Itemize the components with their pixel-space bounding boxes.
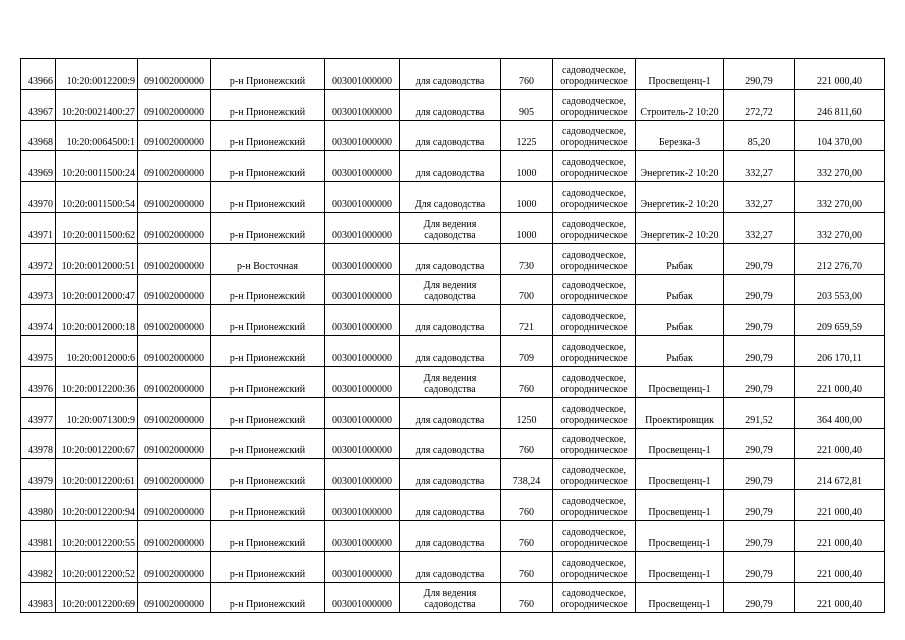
cell-cadastral-number: 10:20:0012000:6 bbox=[56, 336, 138, 367]
cell-unit-price: 290,79 bbox=[724, 520, 795, 551]
cell-area: 1000 bbox=[501, 212, 553, 243]
table-row bbox=[21, 182, 885, 213]
cell-category-line: огородническое bbox=[560, 506, 628, 518]
cell-unit-price: 290,79 bbox=[724, 59, 795, 90]
cell-snt-name: Энергетик-2 10:20 bbox=[636, 151, 724, 182]
cell-cadastral-value: 206 170,11 bbox=[795, 336, 885, 367]
cell-cadastral-number: 10:20:0012200:55 bbox=[56, 520, 138, 551]
cell-snt-name: Просвещенц-1 bbox=[636, 551, 724, 582]
cell-category-line: садоводческое, bbox=[561, 280, 627, 292]
cell-category bbox=[553, 428, 636, 459]
table-row bbox=[21, 243, 885, 274]
cell-category-line: садоводческое, bbox=[561, 557, 627, 569]
cell-permitted-use-line: для садоводства bbox=[415, 137, 485, 149]
cell-category bbox=[553, 520, 636, 551]
cell-category-line: садоводческое, bbox=[561, 372, 627, 384]
cell-snt-name: Просвещенц-1 bbox=[636, 428, 724, 459]
cell-cadastral-number: 10:20:0011500:24 bbox=[56, 151, 138, 182]
cell-permitted-use-line: садоводства bbox=[424, 229, 476, 241]
cell-permitted-use-line: Для ведения bbox=[423, 372, 477, 384]
cell-category-line: садоводческое, bbox=[561, 588, 627, 600]
cell-region: р-н Прионежский bbox=[211, 305, 325, 336]
cell-unit-price: 85,20 bbox=[724, 120, 795, 151]
table-row bbox=[21, 582, 885, 613]
cell-region: р-н Прионежский bbox=[211, 582, 325, 613]
cell-area: 905 bbox=[501, 89, 553, 120]
cell-code: 091002000000 bbox=[138, 459, 211, 490]
cell-permitted-use-line: Для садоводства bbox=[414, 198, 486, 210]
cell-code: 091002000000 bbox=[138, 582, 211, 613]
cell-permitted-use-line: для садоводства bbox=[415, 537, 485, 549]
cell-okato: 003001000000 bbox=[325, 59, 400, 90]
cell-unit-price: 272,72 bbox=[724, 89, 795, 120]
cell-region: р-н Прионежский bbox=[211, 89, 325, 120]
cell-cadastral-value: 221 000,40 bbox=[795, 582, 885, 613]
cell-cadastral-value: 214 672,81 bbox=[795, 459, 885, 490]
cell-number: 43977 bbox=[21, 397, 56, 428]
cell-permitted-use bbox=[400, 428, 501, 459]
cell-permitted-use-line: для садоводства bbox=[415, 168, 485, 180]
cell-code: 091002000000 bbox=[138, 243, 211, 274]
cell-permitted-use-line: для садоводства bbox=[415, 414, 485, 426]
cell-cadastral-number: 10:20:0012200:69 bbox=[56, 582, 138, 613]
cell-permitted-use bbox=[400, 582, 501, 613]
cell-region: р-н Прионежский bbox=[211, 336, 325, 367]
cell-category-line: огородническое bbox=[560, 229, 628, 241]
cell-number: 43975 bbox=[21, 336, 56, 367]
cell-number: 43981 bbox=[21, 520, 56, 551]
cell-category-line: огородническое bbox=[560, 537, 628, 549]
cell-region: р-н Прионежский bbox=[211, 490, 325, 521]
cell-permitted-use-line: для садоводства bbox=[415, 322, 485, 334]
cell-number: 43973 bbox=[21, 274, 56, 305]
cell-category bbox=[553, 89, 636, 120]
cell-region: р-н Прионежский bbox=[211, 212, 325, 243]
cell-category bbox=[553, 366, 636, 397]
cell-permitted-use-line: для садоводства bbox=[415, 75, 485, 87]
table-row bbox=[21, 305, 885, 336]
table-row bbox=[21, 428, 885, 459]
cell-okato: 003001000000 bbox=[325, 151, 400, 182]
cell-area: 760 bbox=[501, 428, 553, 459]
cell-category bbox=[553, 490, 636, 521]
cell-unit-price: 290,79 bbox=[724, 459, 795, 490]
cell-cadastral-number: 10:20:0021400:27 bbox=[56, 89, 138, 120]
cell-okato: 003001000000 bbox=[325, 336, 400, 367]
cell-permitted-use bbox=[400, 89, 501, 120]
cell-snt-name: Энергетик-2 10:20 bbox=[636, 182, 724, 213]
cell-unit-price: 291,52 bbox=[724, 397, 795, 428]
cell-category-line: садоводческое, bbox=[561, 95, 627, 107]
cell-permitted-use bbox=[400, 120, 501, 151]
cell-okato: 003001000000 bbox=[325, 366, 400, 397]
cell-code: 091002000000 bbox=[138, 490, 211, 521]
cell-category bbox=[553, 336, 636, 367]
cell-unit-price: 290,79 bbox=[724, 243, 795, 274]
cell-code: 091002000000 bbox=[138, 366, 211, 397]
cell-number: 43967 bbox=[21, 89, 56, 120]
cell-number: 43980 bbox=[21, 490, 56, 521]
cell-okato: 003001000000 bbox=[325, 212, 400, 243]
cell-cadastral-number: 10:20:0011500:62 bbox=[56, 212, 138, 243]
cell-snt-name: Проектировщик bbox=[636, 397, 724, 428]
cell-number: 43978 bbox=[21, 428, 56, 459]
cell-category-line: огородническое bbox=[560, 168, 628, 180]
cell-category bbox=[553, 243, 636, 274]
cell-region: р-н Прионежский bbox=[211, 151, 325, 182]
cell-number: 43972 bbox=[21, 243, 56, 274]
cell-category-line: огородническое bbox=[560, 352, 628, 364]
cell-permitted-use bbox=[400, 336, 501, 367]
cell-cadastral-value: 221 000,40 bbox=[795, 551, 885, 582]
cell-code: 091002000000 bbox=[138, 428, 211, 459]
cell-snt-name: Просвещенц-1 bbox=[636, 459, 724, 490]
cell-unit-price: 290,79 bbox=[724, 336, 795, 367]
cell-code: 091002000000 bbox=[138, 397, 211, 428]
cell-okato: 003001000000 bbox=[325, 490, 400, 521]
cell-permitted-use-line: для садоводства bbox=[415, 568, 485, 580]
cell-okato: 003001000000 bbox=[325, 305, 400, 336]
cell-area: 738,24 bbox=[501, 459, 553, 490]
cell-category-line: садоводческое, bbox=[561, 434, 627, 446]
cell-permitted-use-line: садоводства bbox=[424, 291, 476, 303]
cell-category-line: огородническое bbox=[560, 568, 628, 580]
cell-category-line: огородническое bbox=[560, 198, 628, 210]
cell-snt-name: Просвещенц-1 bbox=[636, 582, 724, 613]
cell-unit-price: 290,79 bbox=[724, 366, 795, 397]
cell-okato: 003001000000 bbox=[325, 120, 400, 151]
cell-permitted-use bbox=[400, 243, 501, 274]
cell-code: 091002000000 bbox=[138, 59, 211, 90]
cell-category bbox=[553, 459, 636, 490]
cell-cadastral-number: 10:20:0012000:51 bbox=[56, 243, 138, 274]
cell-permitted-use-line: Для ведения bbox=[423, 588, 477, 600]
cell-cadastral-number: 10:20:0012000:47 bbox=[56, 274, 138, 305]
cell-number: 43982 bbox=[21, 551, 56, 582]
cell-unit-price: 290,79 bbox=[724, 305, 795, 336]
cell-category-line: садоводческое, bbox=[561, 465, 627, 477]
table-row bbox=[21, 459, 885, 490]
cell-number: 43983 bbox=[21, 582, 56, 613]
cell-permitted-use-line: для садоводства bbox=[415, 260, 485, 272]
cell-cadastral-value: 332 270,00 bbox=[795, 182, 885, 213]
cell-permitted-use bbox=[400, 274, 501, 305]
cell-permitted-use bbox=[400, 182, 501, 213]
cell-code: 091002000000 bbox=[138, 89, 211, 120]
cell-permitted-use bbox=[400, 520, 501, 551]
table-row bbox=[21, 397, 885, 428]
cell-category-line: садоводческое, bbox=[561, 218, 627, 230]
cell-cadastral-value: 221 000,40 bbox=[795, 428, 885, 459]
cell-category-line: садоводческое, bbox=[561, 403, 627, 415]
cell-unit-price: 290,79 bbox=[724, 274, 795, 305]
cell-snt-name: Рыбак bbox=[636, 305, 724, 336]
cell-category-line: садоводческое, bbox=[561, 187, 627, 199]
cell-code: 091002000000 bbox=[138, 120, 211, 151]
cell-okato: 003001000000 bbox=[325, 243, 400, 274]
cell-number: 43968 bbox=[21, 120, 56, 151]
cell-cadastral-number: 10:20:0012200:61 bbox=[56, 459, 138, 490]
cell-okato: 003001000000 bbox=[325, 274, 400, 305]
cell-region: р-н Прионежский bbox=[211, 274, 325, 305]
cell-permitted-use-line: для садоводства bbox=[415, 476, 485, 488]
cell-area: 760 bbox=[501, 551, 553, 582]
cell-category-line: огородническое bbox=[560, 106, 628, 118]
cell-okato: 003001000000 bbox=[325, 397, 400, 428]
cell-category-line: садоводческое, bbox=[561, 495, 627, 507]
cell-cadastral-value: 246 811,60 bbox=[795, 89, 885, 120]
cell-area: 760 bbox=[501, 366, 553, 397]
cell-category-line: садоводческое, bbox=[561, 526, 627, 538]
cell-area: 760 bbox=[501, 59, 553, 90]
cell-region: р-н Прионежский bbox=[211, 120, 325, 151]
cell-area: 1225 bbox=[501, 120, 553, 151]
table-body bbox=[21, 59, 885, 613]
cell-category-line: садоводческое, bbox=[561, 249, 627, 261]
cell-permitted-use-line: для садоводства bbox=[415, 445, 485, 457]
cell-permitted-use bbox=[400, 212, 501, 243]
cell-unit-price: 290,79 bbox=[724, 490, 795, 521]
cell-area: 760 bbox=[501, 582, 553, 613]
cell-okato: 003001000000 bbox=[325, 428, 400, 459]
cell-region: р-н Прионежский bbox=[211, 182, 325, 213]
cell-snt-name: Березка-3 bbox=[636, 120, 724, 151]
cell-region: р-н Прионежский bbox=[211, 459, 325, 490]
cell-permitted-use-line: для садоводства bbox=[415, 506, 485, 518]
table-row bbox=[21, 366, 885, 397]
cell-area: 1250 bbox=[501, 397, 553, 428]
cell-code: 091002000000 bbox=[138, 151, 211, 182]
cell-category bbox=[553, 120, 636, 151]
cell-category-line: огородническое bbox=[560, 414, 628, 426]
cell-code: 091002000000 bbox=[138, 551, 211, 582]
cell-category bbox=[553, 274, 636, 305]
cell-cadastral-number: 10:20:0064500:1 bbox=[56, 120, 138, 151]
cell-cadastral-number: 10:20:0012200:9 bbox=[56, 59, 138, 90]
cell-region: р-н Прионежский bbox=[211, 551, 325, 582]
cell-permitted-use bbox=[400, 305, 501, 336]
cell-region: р-н Прионежский bbox=[211, 520, 325, 551]
cell-category-line: огородническое bbox=[560, 137, 628, 149]
cell-cadastral-value: 221 000,40 bbox=[795, 520, 885, 551]
cell-cadastral-number: 10:20:0011500:54 bbox=[56, 182, 138, 213]
cell-okato: 003001000000 bbox=[325, 582, 400, 613]
cell-cadastral-number: 10:20:0012200:94 bbox=[56, 490, 138, 521]
cell-code: 091002000000 bbox=[138, 520, 211, 551]
cell-code: 091002000000 bbox=[138, 182, 211, 213]
cell-area: 1000 bbox=[501, 151, 553, 182]
cell-permitted-use bbox=[400, 397, 501, 428]
cell-number: 43966 bbox=[21, 59, 56, 90]
cell-code: 091002000000 bbox=[138, 305, 211, 336]
cell-cadastral-value: 104 370,00 bbox=[795, 120, 885, 151]
cell-area: 709 bbox=[501, 336, 553, 367]
cell-number: 43969 bbox=[21, 151, 56, 182]
land-plots-table bbox=[20, 58, 885, 613]
cell-category-line: огородническое bbox=[560, 291, 628, 303]
cell-cadastral-value: 212 276,70 bbox=[795, 243, 885, 274]
cell-cadastral-value: 221 000,40 bbox=[795, 366, 885, 397]
cell-category-line: огородническое bbox=[560, 599, 628, 611]
cell-permitted-use bbox=[400, 490, 501, 521]
cell-permitted-use bbox=[400, 366, 501, 397]
cell-area: 730 bbox=[501, 243, 553, 274]
cell-cadastral-number: 10:20:0012000:18 bbox=[56, 305, 138, 336]
cell-category-line: огородническое bbox=[560, 322, 628, 334]
cell-category bbox=[553, 551, 636, 582]
table-row bbox=[21, 551, 885, 582]
table-row bbox=[21, 490, 885, 521]
cell-unit-price: 332,27 bbox=[724, 151, 795, 182]
cell-snt-name: Рыбак bbox=[636, 243, 724, 274]
cell-snt-name: Просвещенц-1 bbox=[636, 520, 724, 551]
table-row bbox=[21, 520, 885, 551]
cell-cadastral-value: 332 270,00 bbox=[795, 151, 885, 182]
cell-permitted-use-line: садоводства bbox=[424, 383, 476, 395]
cell-cadastral-number: 10:20:0012200:36 bbox=[56, 366, 138, 397]
cell-cadastral-number: 10:20:0012200:52 bbox=[56, 551, 138, 582]
cell-category-line: садоводческое, bbox=[561, 126, 627, 138]
document-sheet bbox=[20, 58, 884, 613]
cell-category-line: садоводческое, bbox=[561, 157, 627, 169]
cell-category-line: садоводческое, bbox=[561, 311, 627, 323]
cell-okato: 003001000000 bbox=[325, 182, 400, 213]
cell-unit-price: 332,27 bbox=[724, 212, 795, 243]
table-row bbox=[21, 89, 885, 120]
cell-snt-name: Просвещенц-1 bbox=[636, 366, 724, 397]
cell-category-line: садоводческое, bbox=[561, 341, 627, 353]
cell-cadastral-value: 203 553,00 bbox=[795, 274, 885, 305]
cell-unit-price: 332,27 bbox=[724, 182, 795, 213]
cell-unit-price: 290,79 bbox=[724, 551, 795, 582]
cell-category-line: огородническое bbox=[560, 383, 628, 395]
cell-cadastral-value: 221 000,40 bbox=[795, 59, 885, 90]
cell-number: 43974 bbox=[21, 305, 56, 336]
cell-permitted-use-line: садоводства bbox=[424, 599, 476, 611]
cell-category-line: садоводческое, bbox=[561, 64, 627, 76]
cell-code: 091002000000 bbox=[138, 274, 211, 305]
cell-region: р-н Прионежский bbox=[211, 428, 325, 459]
cell-code: 091002000000 bbox=[138, 212, 211, 243]
cell-category-line: огородническое bbox=[560, 75, 628, 87]
table-row bbox=[21, 274, 885, 305]
cell-code: 091002000000 bbox=[138, 336, 211, 367]
cell-category bbox=[553, 151, 636, 182]
cell-okato: 003001000000 bbox=[325, 551, 400, 582]
cell-permitted-use-line: Для ведения bbox=[423, 218, 477, 230]
cell-category bbox=[553, 182, 636, 213]
cell-area: 700 bbox=[501, 274, 553, 305]
cell-number: 43976 bbox=[21, 366, 56, 397]
cell-cadastral-value: 209 659,59 bbox=[795, 305, 885, 336]
cell-unit-price: 290,79 bbox=[724, 582, 795, 613]
cell-permitted-use bbox=[400, 151, 501, 182]
cell-category bbox=[553, 212, 636, 243]
cell-snt-name: Энергетик-2 10:20 bbox=[636, 212, 724, 243]
cell-snt-name: Рыбак bbox=[636, 274, 724, 305]
cell-region: р-н Прионежский bbox=[211, 59, 325, 90]
cell-category bbox=[553, 582, 636, 613]
cell-category bbox=[553, 397, 636, 428]
cell-cadastral-number: 10:20:0012200:67 bbox=[56, 428, 138, 459]
cell-cadastral-value: 221 000,40 bbox=[795, 490, 885, 521]
cell-number: 43979 bbox=[21, 459, 56, 490]
cell-area: 760 bbox=[501, 490, 553, 521]
table-row bbox=[21, 59, 885, 90]
table-row bbox=[21, 151, 885, 182]
cell-snt-name: Рыбак bbox=[636, 336, 724, 367]
cell-permitted-use bbox=[400, 59, 501, 90]
cell-category-line: огородническое bbox=[560, 260, 628, 272]
cell-cadastral-number: 10:20:0071300:9 bbox=[56, 397, 138, 428]
cell-category bbox=[553, 305, 636, 336]
cell-snt-name: Просвещенц-1 bbox=[636, 59, 724, 90]
cell-unit-price: 290,79 bbox=[724, 428, 795, 459]
cell-snt-name: Строитель-2 10:20 bbox=[636, 89, 724, 120]
cell-snt-name: Просвещенц-1 bbox=[636, 490, 724, 521]
cell-category bbox=[553, 59, 636, 90]
cell-category-line: огородническое bbox=[560, 445, 628, 457]
cell-okato: 003001000000 bbox=[325, 459, 400, 490]
cell-category-line: огородническое bbox=[560, 476, 628, 488]
cell-number: 43970 bbox=[21, 182, 56, 213]
cell-area: 1000 bbox=[501, 182, 553, 213]
cell-region: р-н Прионежский bbox=[211, 397, 325, 428]
table-row bbox=[21, 212, 885, 243]
cell-area: 760 bbox=[501, 520, 553, 551]
cell-okato: 003001000000 bbox=[325, 89, 400, 120]
cell-permitted-use bbox=[400, 459, 501, 490]
cell-permitted-use-line: для садоводства bbox=[415, 106, 485, 118]
cell-area: 721 bbox=[501, 305, 553, 336]
cell-number: 43971 bbox=[21, 212, 56, 243]
cell-permitted-use-line: Для ведения bbox=[423, 280, 477, 292]
table-row bbox=[21, 120, 885, 151]
cell-okato: 003001000000 bbox=[325, 520, 400, 551]
cell-permitted-use bbox=[400, 551, 501, 582]
cell-region: р-н Восточная bbox=[211, 243, 325, 274]
cell-region: р-н Прионежский bbox=[211, 366, 325, 397]
cell-cadastral-value: 364 400,00 bbox=[795, 397, 885, 428]
table-row bbox=[21, 336, 885, 367]
cell-permitted-use-line: для садоводства bbox=[415, 352, 485, 364]
cell-cadastral-value: 332 270,00 bbox=[795, 212, 885, 243]
